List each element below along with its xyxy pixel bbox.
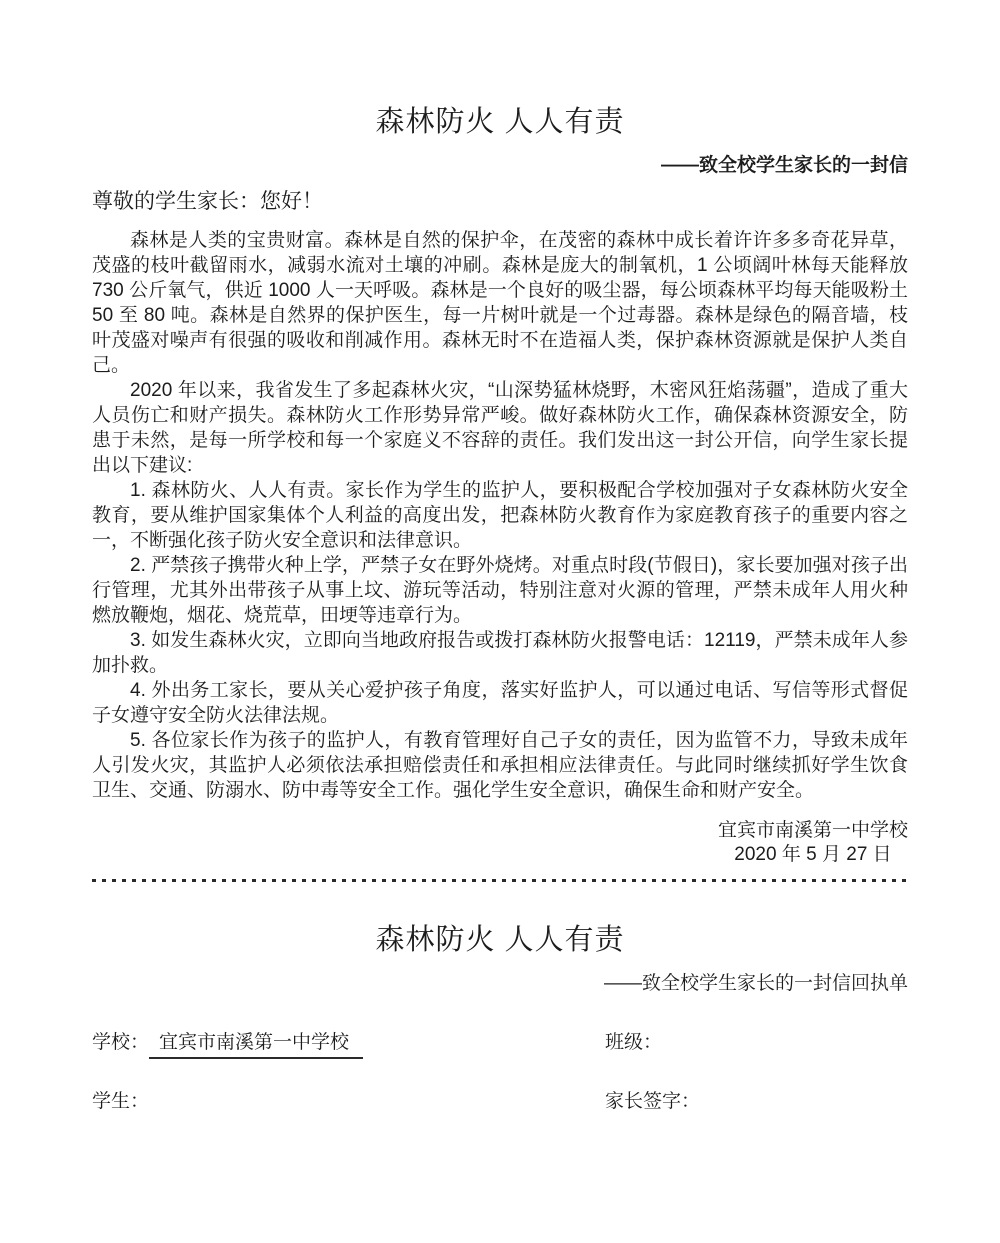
letter-suggestion-item-4: 4. 外出务工家长，要从关心爱护孩子角度，落实好监护人，可以通过电话、写信等形式督促子女遵守安全防火法律法规。	[92, 680, 908, 726]
letter-subtitle: ——致全校学生家长的一封信	[660, 155, 908, 176]
class-field	[605, 1030, 908, 1059]
signature-date: 2020 年 5 月 27 日	[734, 844, 892, 865]
class-field-label: 班级：	[605, 1032, 663, 1053]
receipt-subtitle: ——致全校学生家长的一封信回执单	[603, 973, 908, 994]
signature-block	[92, 819, 908, 867]
student-field	[92, 1089, 605, 1115]
receipt-form-row-2	[92, 1089, 908, 1115]
signature-school-name: 宜宾市南溪第一中学校	[717, 820, 908, 841]
letter-salutation: 尊敬的学生家长：您好！	[92, 190, 323, 213]
letter-suggestion-item-5: 5. 各位家长作为孩子的监护人，有教育管理好自己子女的责任，因为监管不力，导致未成年人引发火灾，其监护人必须依法承担赔偿责任和承担相应法律责任。与此同时继续抓好学生饮食卫生、交通、防溺水、防中毒等安全工作。强化学生安全意识，确保生命和财产安全。	[92, 730, 908, 801]
school-field	[92, 1030, 605, 1059]
letter-title: 森林防火 人人有责	[375, 106, 625, 138]
student-field-label: 学生：	[92, 1091, 150, 1112]
receipt-form	[92, 1030, 908, 1115]
letter-suggestion-item-3: 3. 如发生森林火灾，立即向当地政府报告或拨打森林防火报警电话：12119，严禁未成年人参加扑救。	[92, 630, 908, 676]
school-field-value: 宜宾市南溪第一中学校	[149, 1030, 363, 1059]
letter-suggestion-item-2: 2. 严禁孩子携带火种上学，严禁子女在野外烧烤。对重点时段(节假日)，家长要加强对孩子出行管理，尤其外出带孩子从事上坟、游玩等活动，特别注意对火源的管理，严禁未成年人用火种燃放鞭炮，烟花、烧荒草，田埂等违章行为。	[92, 555, 908, 626]
letter-paragraph-context: 2020 年以来，我省发生了多起森林火灾，“山深势猛林烧野，木密风狂焰荡疆”，造成了重大人员伤亡和财产损失。森林防火工作形势异常严峻。做好森林防火工作，确保森林资源安全，防患于未然，是每一所学校和每一个家庭义不容辞的责任。我们发出这一封公开信，向学生家长提出以下建议:	[92, 380, 908, 476]
parent-signature-field	[605, 1089, 908, 1115]
school-field-label: 学校：	[92, 1032, 150, 1053]
receipt-form-row-1	[92, 1030, 908, 1059]
letter-paragraph-intro: 森林是人类的宝贵财富。森林是自然的保护伞，在茂密的森林中成长着许许多多奇花异草，茂盛的枝叶截留雨水，减弱水流对土壤的冲刷。森林是庞大的制氧机，1 公顷阔叶林每天能释放 730 公斤氧气，供近 1000 人一天呼吸。森林是一个良好的吸尘器，每公顷森林平均每天能吸粉土 50 至 80 吨。森林是自然界的保护医生，每一片树叶就是一个过毒器。森林是绿色的隔音墙，枝叶茂盛对噪声有很强的吸收和削减作用。森林无时不在造福人类，保护森林资源就是保护人类自己。	[92, 230, 908, 376]
letter-body	[92, 228, 908, 803]
letter-suggestion-item-1: 1. 森林防火、人人有责。家长作为学生的监护人，要积极配合学校加强对子女森林防火安全教育，要从维护国家集体个人利益的高度出发，把森林防火教育作为家庭教育孩子的重要内容之一，不断强化孩子防火安全意识和法律意识。	[92, 480, 908, 551]
parent-signature-field-label: 家长签字：	[605, 1091, 701, 1112]
receipt-title: 森林防火 人人有责	[375, 924, 625, 956]
dashed-separator	[92, 879, 908, 882]
